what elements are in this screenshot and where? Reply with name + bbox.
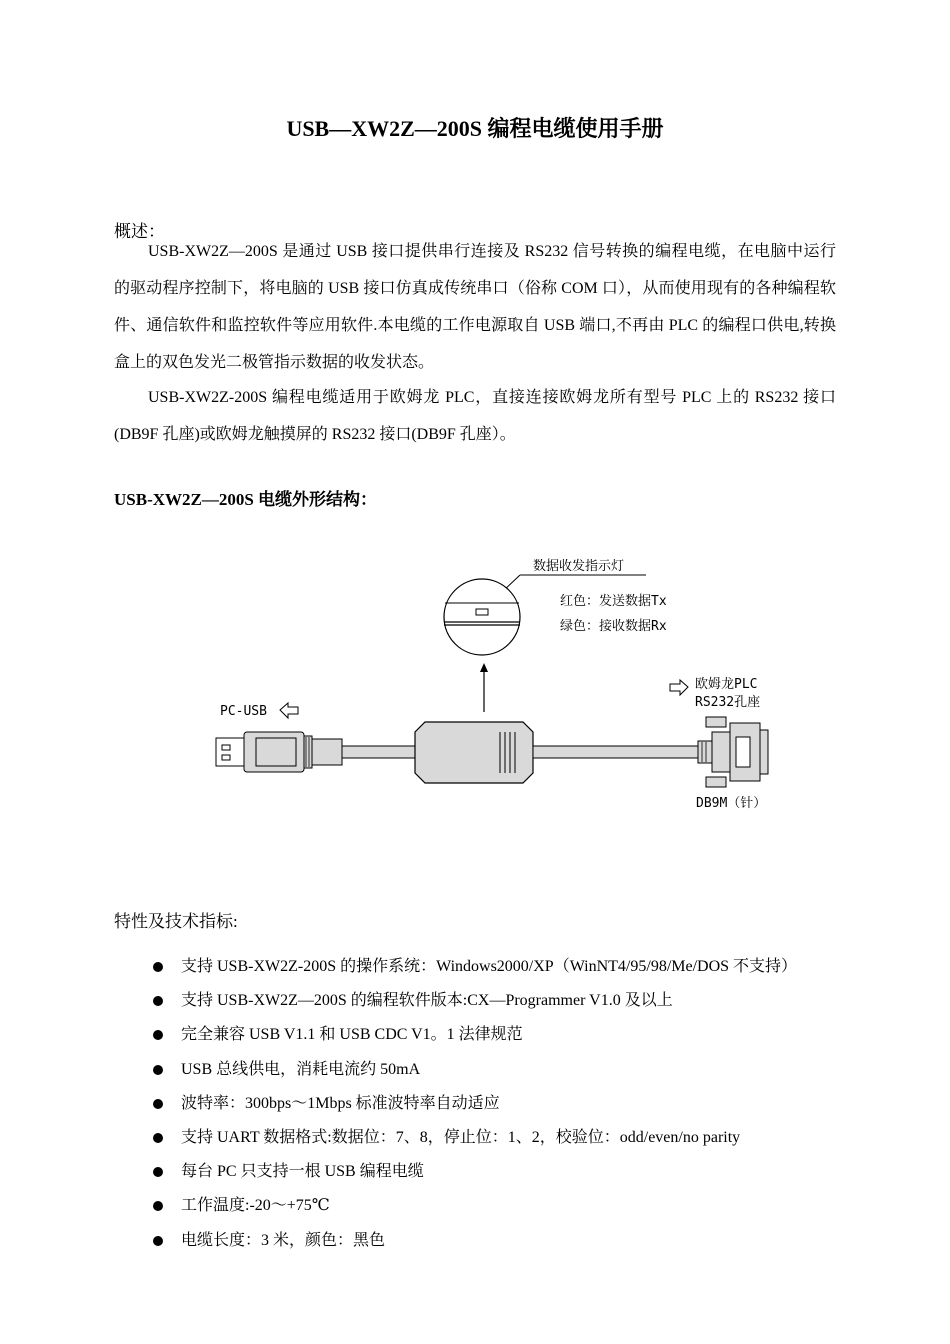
structure-heading: USB-XW2Z—200S 电缆外形结构： bbox=[114, 490, 378, 509]
red-label: 红色：发送数据Tx bbox=[560, 594, 667, 609]
spec-text: 每台 PC 只支持一根 USB 编程电缆 bbox=[181, 1163, 424, 1181]
spec-item bbox=[150, 1189, 797, 1223]
pc-usb-arrow-icon bbox=[280, 703, 298, 718]
db9-connector bbox=[698, 717, 768, 787]
cable-structure-diagram bbox=[200, 545, 800, 820]
spec-item bbox=[150, 1018, 797, 1052]
plc-arrow-icon bbox=[670, 680, 688, 695]
usb-plug bbox=[216, 732, 342, 772]
indicator-title: 数据收发指示灯 bbox=[533, 559, 625, 574]
spec-item bbox=[150, 1053, 797, 1087]
spec-text: 支持 UART 数据格式:数据位：7、8，停止位：1、2，校验位：odd/even/no parity bbox=[181, 1128, 741, 1146]
specs-heading: 特性及技术指标: bbox=[114, 912, 238, 931]
bullet-icon bbox=[153, 1167, 163, 1177]
spec-item bbox=[150, 950, 797, 984]
overview-paragraph-1: USB-XW2Z—200S 是通过 USB 接口提供串行连接及 RS232 信号转换的编程电缆，在电脑中运行的驱动程序控制下，将电脑的 USB 接口仿真成传统串口（俗称 COM 口），从而使用现有的各种编程软件、通信软件和监控软件等应用软件.本电缆的工作电源取自 USB 端口,不再由 PLC 的编程口供电,转换盒上的双色发光二极管指示数据的收发状态。 bbox=[114, 243, 836, 371]
indicator-magnifier bbox=[444, 579, 520, 655]
spec-item bbox=[150, 1121, 797, 1155]
cable-left bbox=[342, 746, 417, 758]
bullet-icon bbox=[153, 1030, 163, 1040]
spec-text: 支持 USB-XW2Z-200S 的操作系统：Windows2000/XP（WinNT4/95/98/Me/DOS 不支持） bbox=[181, 958, 798, 975]
spec-item bbox=[150, 1087, 797, 1121]
overview-paragraph-2: USB-XW2Z-200S 编程电缆适用于欧姆龙 PLC，直接连接欧姆龙所有型号 PLC 上的 RS232 接口(DB9F 孔座)或欧姆龙触摸屏的 RS232 接口(DB9F 孔座）。 bbox=[114, 389, 836, 443]
spec-item bbox=[150, 984, 797, 1018]
bullet-icon bbox=[153, 1133, 163, 1143]
spec-text: 完全兼容 USB V1.1 和 USB CDC V1。1 法律规范 bbox=[181, 1026, 523, 1044]
bullet-icon bbox=[153, 1201, 163, 1211]
converter-box bbox=[415, 722, 533, 783]
db9-label: DB9M（针） bbox=[696, 796, 767, 811]
spec-text: USB 总线供电，消耗电流约 50mA bbox=[181, 1060, 421, 1078]
plc-label-line2: RS232孔座 bbox=[695, 695, 761, 710]
bullet-icon bbox=[153, 1236, 163, 1246]
specs-list bbox=[150, 950, 797, 1258]
spec-text: 支持 USB-XW2Z—200S 的编程软件版本:CX—Programmer V1.0 及以上 bbox=[181, 992, 673, 1010]
pc-usb-label: PC-USB bbox=[220, 704, 267, 719]
plc-label-line1: 欧姆龙PLC bbox=[695, 677, 758, 692]
bullet-icon bbox=[153, 1099, 163, 1109]
bullet-icon bbox=[153, 962, 163, 972]
overview-heading: 概述： bbox=[114, 222, 165, 241]
spec-item bbox=[150, 1155, 797, 1189]
up-arrow-head bbox=[480, 663, 488, 672]
document-title: USB—XW2Z—200S 编程电缆使用手册 bbox=[286, 116, 664, 141]
cable-right bbox=[533, 746, 698, 758]
spec-item bbox=[150, 1224, 797, 1258]
led-indicator bbox=[476, 609, 488, 615]
spec-text: 电缆长度：3 米，颜色：黑色 bbox=[181, 1231, 386, 1249]
bullet-icon bbox=[153, 996, 163, 1006]
bullet-icon bbox=[153, 1065, 163, 1075]
spec-text: 工作温度:-20～+75℃ bbox=[181, 1197, 330, 1215]
spec-text: 波特率：300bps～1Mbps 标准波特率自动适应 bbox=[181, 1094, 500, 1112]
green-label: 绿色：接收数据Rx bbox=[560, 619, 667, 634]
